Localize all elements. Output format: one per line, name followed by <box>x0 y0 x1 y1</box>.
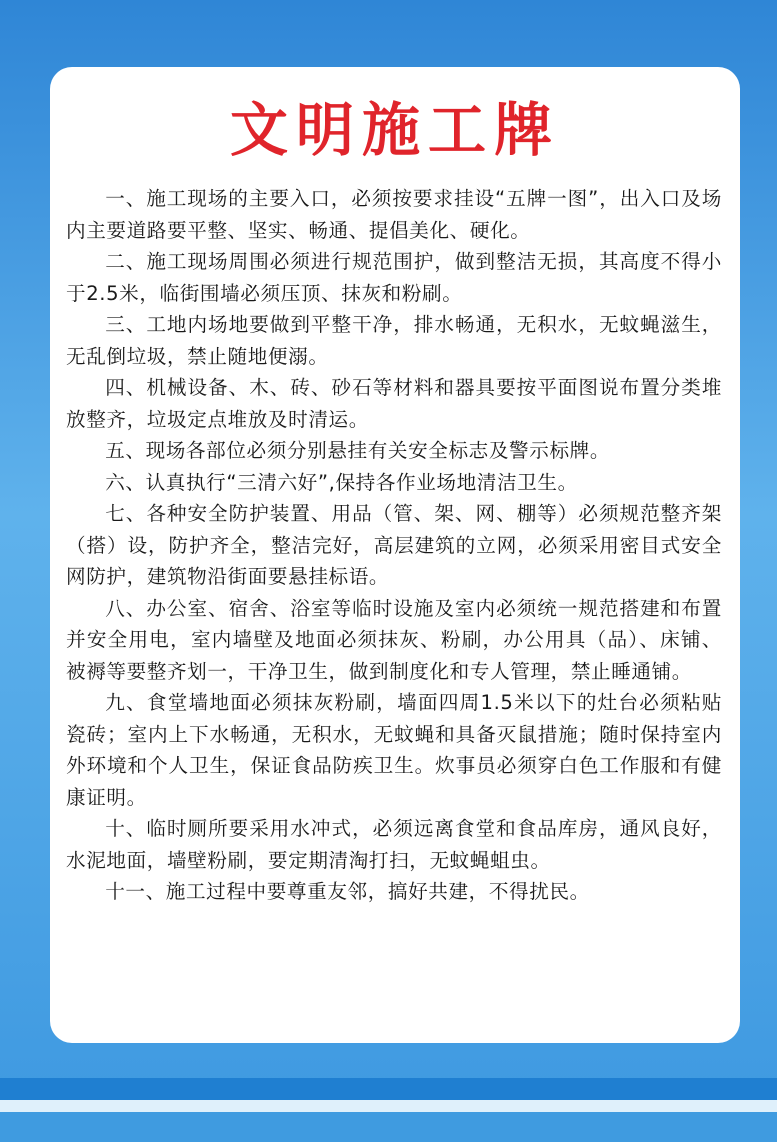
rule-paragraph: 二、施工现场周围必须进行规范围护，做到整洁无损，其高度不得小于2.5米，临街围墙必须压顶、抹灰和粉刷。 <box>66 250 722 305</box>
rules-list <box>66 183 722 908</box>
rule-paragraph: 十、临时厕所要采用水冲式，必须远离食堂和食品库房，通风良好，水泥地面，墙壁粉刷，要定期清淘打扫，无蚊蝇蛆虫。 <box>66 817 722 872</box>
rule-paragraph: 六、认真执行“三清六好”,保持各作业场地清洁卫生。 <box>105 470 578 494</box>
sign-title: 文明施工牌 <box>229 96 560 164</box>
rule-paragraph: 三、工地内场地要做到平整干净，排水畅通，无积水，无蚊蝇滋生，无乱倒垃圾，禁止随地便溺。 <box>66 313 722 368</box>
bottom-stripe <box>0 1112 777 1142</box>
bottom-stripe-light <box>0 1100 777 1112</box>
rule-paragraph: 十一、施工过程中要尊重友邻，搞好共建，不得扰民。 <box>105 880 590 903</box>
rule-paragraph: 九、食堂墙地面必须抹灰粉刷，墙面四周1.5米以下的灶台必须粘贴瓷砖；室内上下水畅通，无积水，无蚊蝇和具备灭鼠措施；随时保持室内外环境和个人卫生，保证食品防疾卫生。炊事员必须穿白色工作服和有健康证明。 <box>66 691 722 809</box>
rule-paragraph: 五、现场各部位必须分别悬挂有关安全标志及警示标牌。 <box>105 439 611 462</box>
rule-paragraph: 七、各种安全防护装置、用品（管、架、网、棚等）必须规范整齐架（搭）设，防护齐全，整洁完好，高层建筑的立网，必须采用密目式安全网防护，建筑物沿街面要悬挂标语。 <box>66 502 722 588</box>
rule-paragraph: 四、机械设备、木、砖、砂石等材料和器具要按平面图说布置分类堆放整齐，垃圾定点堆放及时清运。 <box>66 376 722 431</box>
rule-paragraph: 八、办公室、宿舍、浴室等临时设施及室内必须统一规范搭建和布置并安全用电，室内墙壁及地面必须抹灰、粉刷，办公用具（品）、床铺、被褥等要整齐划一，干净卫生，做到制度化和专人管理，禁止睡通铺。 <box>66 596 722 683</box>
bottom-stripe-dark <box>0 1078 777 1100</box>
rule-paragraph: 一、施工现场的主要入口，必须按要求挂设“五牌一图”，出入口及场内主要道路要平整、坚实、畅通、提倡美化、硬化。 <box>66 187 722 242</box>
sign-board <box>50 67 740 1043</box>
